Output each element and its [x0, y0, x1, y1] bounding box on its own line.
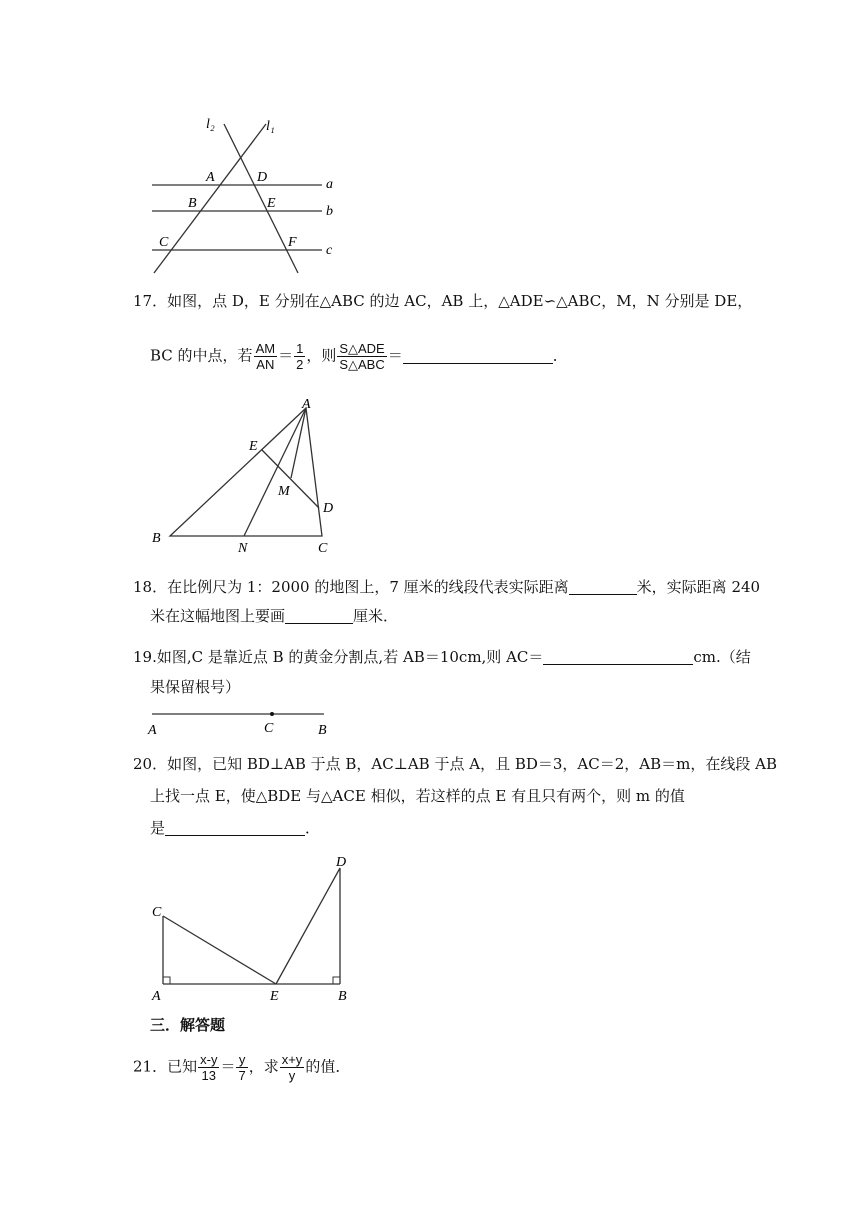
segment-ce — [163, 916, 276, 984]
q21-frac-3 — [280, 1052, 305, 1083]
q19-answer-blank[interactable] — [543, 648, 693, 665]
q20-text4: ． — [305, 819, 321, 837]
label-C: C — [159, 235, 169, 250]
q21-frac-1 — [198, 1052, 219, 1083]
q21-number: 21． — [133, 1057, 168, 1076]
q19-line1 — [133, 647, 751, 667]
q20-answer-blank[interactable] — [165, 819, 305, 836]
section-3-title — [150, 1015, 225, 1035]
q18-blank-2[interactable] — [285, 607, 353, 624]
q18-text4: 厘米． — [353, 607, 399, 625]
label-D: D — [257, 170, 268, 185]
q18-line1 — [133, 577, 760, 597]
q20-text1: 如图，已知 BD⊥AB 于点 B，AC⊥AB 于点 A，且 BD＝3，AC＝2，AB＝m，在线段 AB — [167, 755, 777, 773]
label-l2: l₂ — [206, 117, 215, 132]
label-C: C — [264, 721, 274, 736]
q17-frac-area — [337, 341, 386, 372]
label-B: B — [188, 196, 197, 211]
q17-frac-am-an — [254, 341, 278, 372]
q18-number: 18． — [133, 578, 168, 596]
figure-q19-segment — [146, 706, 346, 742]
label-E: E — [249, 439, 258, 454]
frac-den: 7 — [238, 1068, 246, 1083]
segment-de — [262, 450, 319, 508]
q21-frac-2 — [236, 1052, 247, 1083]
frac-den: y — [288, 1068, 296, 1083]
q17-text1: 如图，点 D，E 分别在△ABC 的边 AC，AB 上，△ADE∽△ABC，M，N 分别是 DE， — [167, 292, 753, 310]
frac-num: x-y — [200, 1052, 218, 1067]
q18-text1: 在比例尺为 1：2000 的地图上，7 厘米的线段代表实际距离 — [167, 578, 569, 596]
label-N: N — [238, 541, 248, 556]
q17-line2 — [150, 341, 568, 372]
q19-number: 19. — [133, 648, 157, 666]
segment-an — [244, 408, 306, 536]
figure-q17-triangle — [146, 392, 346, 560]
label-A: A — [148, 723, 157, 738]
frac-den: AN — [256, 357, 275, 372]
q17-answer-blank[interactable] — [403, 347, 553, 364]
q18-line2 — [150, 606, 398, 626]
label-c: c — [326, 243, 333, 258]
q17-line1 — [133, 291, 752, 311]
label-B: B — [152, 531, 161, 546]
label-E: E — [270, 989, 279, 1004]
triangle-abc — [170, 408, 322, 536]
frac-num: y — [236, 1052, 247, 1068]
q20-line1 — [133, 754, 777, 774]
q20-text3: 是 — [150, 819, 166, 837]
frac-den: S△ABC — [339, 357, 385, 372]
q19-text2: cm.（结 — [693, 648, 751, 666]
q19-text3: 果保留根号） — [150, 678, 241, 696]
label-D: D — [336, 855, 347, 870]
q17-number: 17． — [133, 292, 168, 310]
figure-parallel-lines — [146, 110, 346, 278]
frac-num: 1 — [296, 341, 304, 356]
q17-text2: BC 的中点，若 — [150, 346, 253, 365]
q17-end: ． — [552, 346, 568, 365]
label-b: b — [326, 204, 333, 219]
label-M: M — [278, 484, 290, 499]
right-angle-mark-a — [163, 977, 170, 984]
section-title-text: 三．解答题 — [150, 1016, 226, 1034]
q17-eq: ＝ — [278, 346, 294, 365]
label-B: B — [338, 989, 347, 1004]
q21-given: 已知 — [167, 1057, 198, 1076]
label-A: A — [302, 397, 311, 412]
label-B: B — [318, 723, 327, 738]
frac-den: 13 — [201, 1068, 217, 1083]
q20-line2 — [150, 786, 685, 806]
q20-number: 20． — [133, 755, 168, 773]
frac-num: x+y — [281, 1052, 303, 1067]
point-c — [270, 712, 274, 716]
label-C: C — [152, 905, 162, 920]
label-A: A — [206, 170, 215, 185]
q18-blank-1[interactable] — [569, 578, 637, 595]
label-E: E — [267, 196, 276, 211]
q19-text1: 如图,C 是靠近点 B 的黄金分割点,若 AB＝10cm,则 AC＝ — [156, 648, 544, 666]
q21-end: 的值． — [305, 1057, 351, 1076]
label-a: a — [326, 177, 333, 192]
q17-eq2: ＝ — [387, 346, 403, 365]
q19-line2 — [150, 677, 240, 697]
q21-ask: ，求 — [248, 1057, 279, 1076]
q20-line3 — [150, 818, 320, 838]
label-D: D — [323, 501, 334, 516]
figure-q20-right-angles — [146, 848, 366, 1004]
segment-de — [276, 868, 340, 984]
label-A: A — [152, 989, 161, 1004]
q17-frac-half — [294, 341, 305, 372]
q18-text2: 米，实际距离 240 — [636, 578, 761, 596]
frac-den: 2 — [296, 357, 304, 372]
label-F: F — [288, 235, 297, 250]
q21-line1 — [133, 1052, 350, 1083]
label-l1: l₁ — [266, 119, 275, 134]
q18-text3: 米在这幅地图上要画 — [150, 607, 286, 625]
segment-am — [291, 408, 306, 478]
right-angle-mark-b — [333, 977, 340, 984]
frac-num: S△ADE — [339, 341, 385, 356]
frac-num: AM — [255, 341, 276, 356]
q20-text2: 上找一点 E，使△BDE 与△ACE 相似，若这样的点 E 有且只有两个，则 m 的值 — [150, 787, 685, 805]
q17-then: ，则 — [306, 346, 337, 365]
label-C: C — [318, 541, 328, 556]
q21-eq: ＝ — [220, 1057, 236, 1076]
